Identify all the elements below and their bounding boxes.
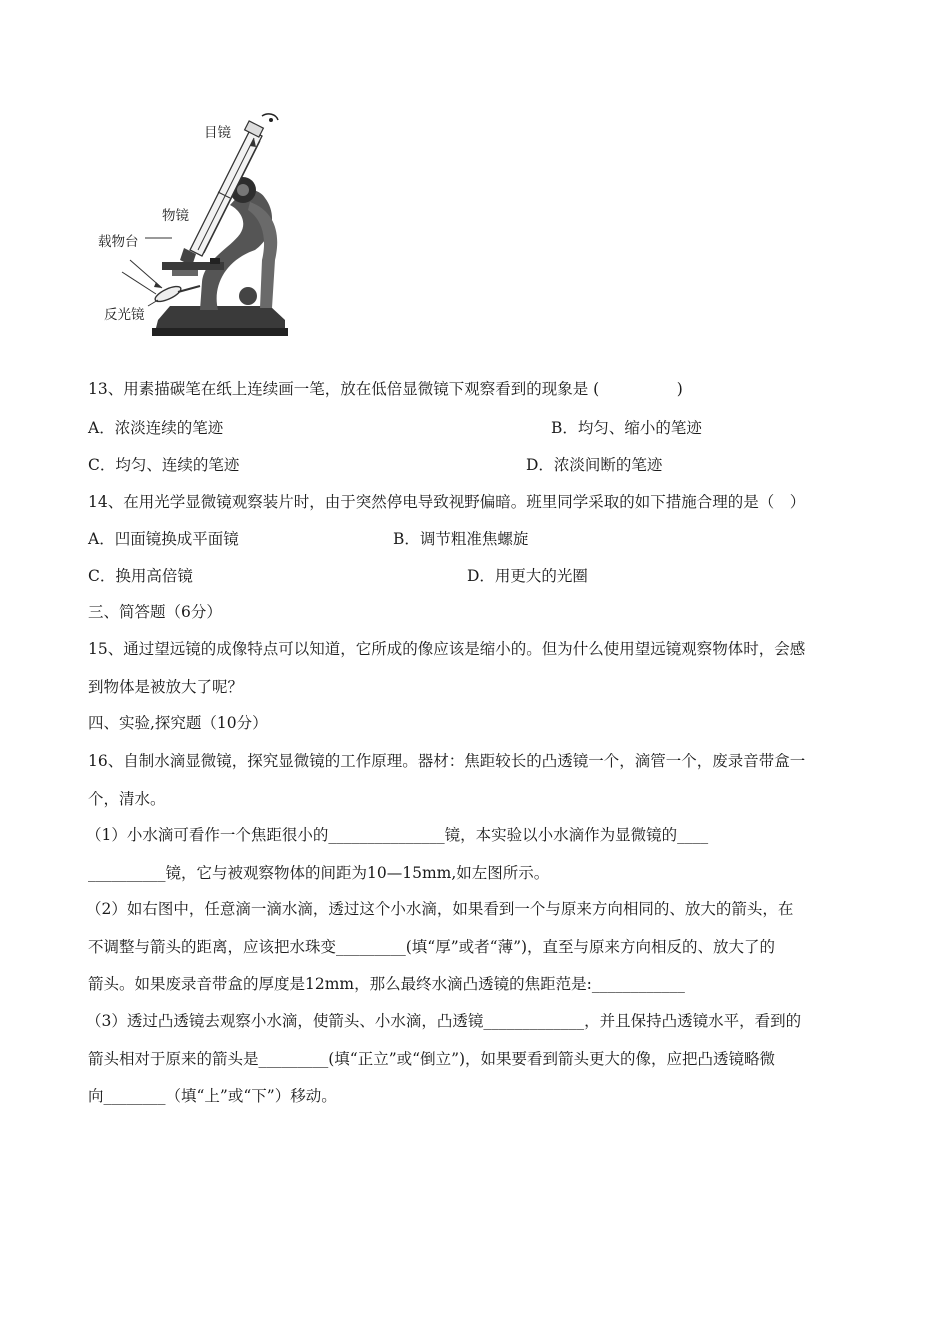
q13-option-b: B．均匀、缩小的笔迹 <box>551 419 702 437</box>
q14-option-c: C．换用高倍镜 <box>88 567 193 585</box>
q13-option-d: D．浓淡间断的笔迹 <box>526 456 663 474</box>
label-objective: 物镜 <box>162 208 189 224</box>
q16-line-1: 16、自制水滴显微镜，探究显微镜的工作原理。器材：焦距较长的凸透镜一个，滴管一个，废录音带盒一 <box>88 752 806 770</box>
q16-part1-line-1: （1）小水滴可看作一个焦距很小的_______________镜，本实验以小水滴作为显微镜的____ <box>86 826 709 844</box>
q15-line-2: 到物体是被放大了呢？ <box>88 678 244 696</box>
q16-part1-line-2: __________镜，它与被观察物体的间距为10—15mm,如左图所示。 <box>88 864 550 882</box>
q13-stem: 13、用素描碳笔在纸上连续画一笔，放在低倍显微镜下观察看到的现象是 ( ) <box>88 380 683 398</box>
label-stage: 载物台 <box>98 234 139 250</box>
q15-line-1: 15、通过望远镜的成像特点可以知道，它所成的像应该是缩小的。但为什么使用望远镜观察物体时，会感 <box>88 640 806 658</box>
q16-part3-line-2: 箭头相对于原来的箭头是_________(填“正立”或“倒立”)，如果要看到箭头更大的像，应把凸透镜略微 <box>88 1050 776 1068</box>
q16-line-2: 个，清水。 <box>88 790 166 808</box>
q16-part3-line-3: 向________（填“上”或“下”）移动。 <box>88 1087 337 1105</box>
q16-part2-line-1: （2）如右图中，任意滴一滴水滴，透过这个小水滴，如果看到一个与原来方向相同的、放大的箭头，在 <box>86 900 794 918</box>
section-3-heading: 三、简答题（6分） <box>88 603 222 621</box>
q16-part2-line-3: 箭头。如果废录音带盒的厚度是12mm，那么最终水滴凸透镜的焦距范是:____________ <box>88 975 685 993</box>
label-mirror: 反光镜 <box>104 307 145 323</box>
section-4-heading: 四、实验,探究题（10分） <box>88 714 268 732</box>
q14-stem: 14、在用光学显微镜观察装片时，由于突然停电导致视野偏暗。班里同学采取的如下措施合理的是（ ） <box>88 493 806 511</box>
microscope-figure <box>100 110 300 345</box>
q14-option-a: A．凹面镜换成平面镜 <box>88 530 239 548</box>
q14-option-b: B．调节粗准焦螺旋 <box>393 530 529 548</box>
q14-option-d: D．用更大的光圈 <box>467 567 588 585</box>
q13-option-a: A．浓淡连续的笔迹 <box>88 419 224 437</box>
q13-option-c: C．均匀、连续的笔迹 <box>88 456 240 474</box>
q16-part2-line-2: 不调整与箭头的距离，应该把水珠变_________(填“厚”或者“薄”)，直至与原来方向相反的、放大了的 <box>88 938 776 956</box>
q16-part3-line-1: （3）透过凸透镜去观察小水滴，使箭头、小水滴，凸透镜_____________，并且保持凸透镜水平，看到的 <box>86 1012 802 1030</box>
label-eyepiece: 目镜 <box>204 125 231 141</box>
